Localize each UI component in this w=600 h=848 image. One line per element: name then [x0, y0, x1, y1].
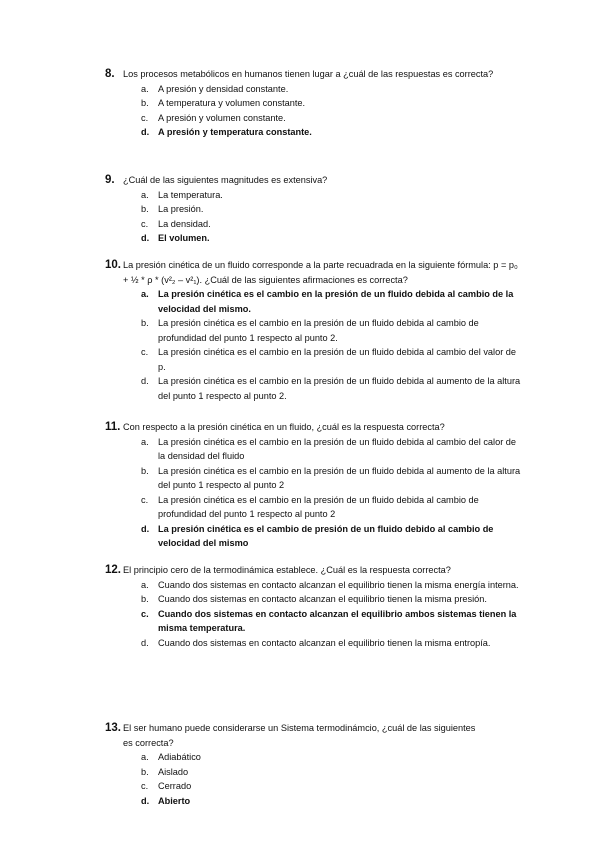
question-10 — [105, 258, 525, 403]
option-a-correct — [141, 287, 525, 316]
option-a — [141, 750, 480, 765]
option-letter: b. — [141, 318, 149, 328]
question-8 — [105, 67, 500, 140]
question-stem: ¿Cuál de las siguientes magnitudes es extensiva? — [123, 175, 328, 185]
option-letter: d. — [141, 233, 150, 243]
option-text: La temperatura. — [158, 189, 223, 200]
question-stem: El principio cero de la termodinámica establece. ¿Cuál es la respuesta correcta? — [123, 565, 451, 575]
option-text: Cuando dos sistemas en contacto alcanzan el equilibrio tienen la misma energía interna. — [158, 579, 519, 590]
option-text: La presión cinética es el cambio en la presión de un fluido debida al aumento de la altura del punto 1 respecto al punto 2. — [158, 376, 521, 401]
option-letter: a. — [141, 189, 149, 200]
option-b — [141, 592, 525, 607]
option-text: La presión cinética es el cambio en la presión de un fluido debida al aumento de la altura del punto 1 respecto al punto 2 — [158, 465, 521, 490]
option-text: La presión cinética es el cambio de presión de un fluido debido al cambio de velocidad del mismo — [158, 523, 494, 548]
options-list — [105, 287, 525, 403]
option-text: Cerrado — [158, 781, 192, 791]
option-a — [141, 435, 525, 464]
question-stem: La presión cinética de un fluido corresponde a la parte recuadrada en la siguiente fórmula: p = p₀ + ½ * ρ * (v²₂ – v²₁). ¿Cuál de las siguientes afirmaciones es correcta? — [123, 260, 518, 285]
option-b — [141, 464, 525, 493]
option-letter: a. — [141, 579, 149, 590]
option-text: A temperatura y volumen constante. — [158, 98, 306, 108]
option-text: La presión cinética es el cambio en la presión de un fluido debida al cambio de la velocidad del mismo. — [158, 289, 514, 314]
option-d — [141, 374, 525, 403]
option-text: La presión cinética es el cambio en la presión de un fluido debida al cambio del valor de p. — [158, 347, 517, 372]
option-text: Cuando dos sistemas en contacto alcanzan el equilibrio tienen la misma presión. — [158, 594, 487, 604]
option-letter: c. — [141, 781, 149, 791]
option-b — [141, 316, 525, 345]
option-text: La densidad. — [158, 218, 211, 229]
option-c-correct — [141, 607, 525, 636]
option-text: El volumen. — [158, 233, 210, 243]
option-letter: d. — [141, 523, 150, 534]
option-c — [141, 217, 525, 232]
option-d-correct — [141, 794, 480, 809]
option-text: Abierto — [158, 795, 191, 806]
option-b — [141, 765, 480, 780]
option-text: Cuando dos sistemas en contacto alcanzan el equilibrio tienen la misma entropía. — [158, 637, 491, 648]
option-c — [141, 345, 525, 374]
option-c — [141, 111, 500, 126]
question-number: 12. — [105, 564, 121, 576]
option-text: La presión. — [158, 204, 204, 214]
option-letter: c. — [141, 347, 149, 357]
question-number: 11. — [105, 421, 121, 433]
option-letter: d. — [141, 795, 150, 806]
options-list — [105, 578, 525, 651]
options-list — [105, 750, 480, 808]
option-letter: c. — [141, 112, 149, 123]
question-9 — [105, 173, 525, 246]
option-letter: b. — [141, 204, 149, 214]
option-letter: b. — [141, 594, 149, 604]
option-c — [141, 493, 525, 522]
option-text: Adiabático — [158, 752, 201, 762]
question-12 — [105, 563, 525, 650]
option-d-correct — [141, 231, 525, 246]
question-11 — [105, 420, 525, 551]
option-a — [141, 578, 525, 593]
option-text: A presión y temperatura constante. — [158, 127, 312, 137]
option-letter: c. — [141, 494, 149, 505]
question-stem: Los procesos metabólicos en humanos tienen lugar a ¿cuál de las respuestas es correcta? — [123, 69, 494, 79]
question-stem: Con respecto a la presión cinética en un fluido, ¿cuál es la respuesta correcta? — [123, 422, 445, 432]
option-d — [141, 636, 525, 651]
option-letter: c. — [141, 608, 149, 619]
option-b — [141, 202, 525, 217]
option-letter: a. — [141, 752, 149, 762]
option-letter: a. — [141, 436, 149, 447]
question-stem: El ser humano puede considerarse un Sistema termodinámcio, ¿cuál de las siguientes es correcta? — [123, 723, 476, 748]
option-letter: c. — [141, 218, 149, 229]
question-number: 13. — [105, 722, 121, 734]
option-letter: d. — [141, 376, 149, 386]
options-list — [105, 435, 525, 551]
option-letter: a. — [141, 83, 149, 94]
option-letter: d. — [141, 637, 149, 648]
option-a — [141, 82, 500, 97]
option-d-correct — [141, 522, 525, 551]
options-list — [105, 188, 525, 246]
option-d-correct — [141, 125, 500, 140]
option-text: Cuando dos sistemas en contacto alcanzan el equilibrio ambos sistemas tienen la misma temperatura. — [158, 608, 517, 633]
option-text: La presión cinética es el cambio en la presión de un fluido debida al cambio de profundidad del punto 1 respecto al punto 2. — [158, 318, 479, 343]
option-letter: d. — [141, 127, 150, 137]
question-number: 8. — [105, 68, 115, 80]
option-letter: b. — [141, 98, 149, 108]
question-number: 9. — [105, 174, 115, 186]
question-13 — [105, 721, 480, 808]
option-text: La presión cinética es el cambio en la presión de un fluido debida al cambio del calor de la densidad del fluido — [158, 436, 517, 461]
options-list — [105, 82, 500, 140]
option-text: A presión y volumen constante. — [158, 112, 286, 123]
option-letter: b. — [141, 465, 149, 476]
option-text: A presión y densidad constante. — [158, 83, 289, 94]
option-letter: a. — [141, 289, 149, 299]
option-text: Aislado — [158, 766, 189, 777]
option-a — [141, 188, 525, 203]
question-number: 10. — [105, 259, 121, 271]
option-c — [141, 779, 480, 794]
option-letter: b. — [141, 766, 149, 777]
option-text: La presión cinética es el cambio en la presión de un fluido debida al cambio de profundidad del punto 1 respecto al punto 2 — [158, 494, 479, 519]
option-b — [141, 96, 500, 111]
